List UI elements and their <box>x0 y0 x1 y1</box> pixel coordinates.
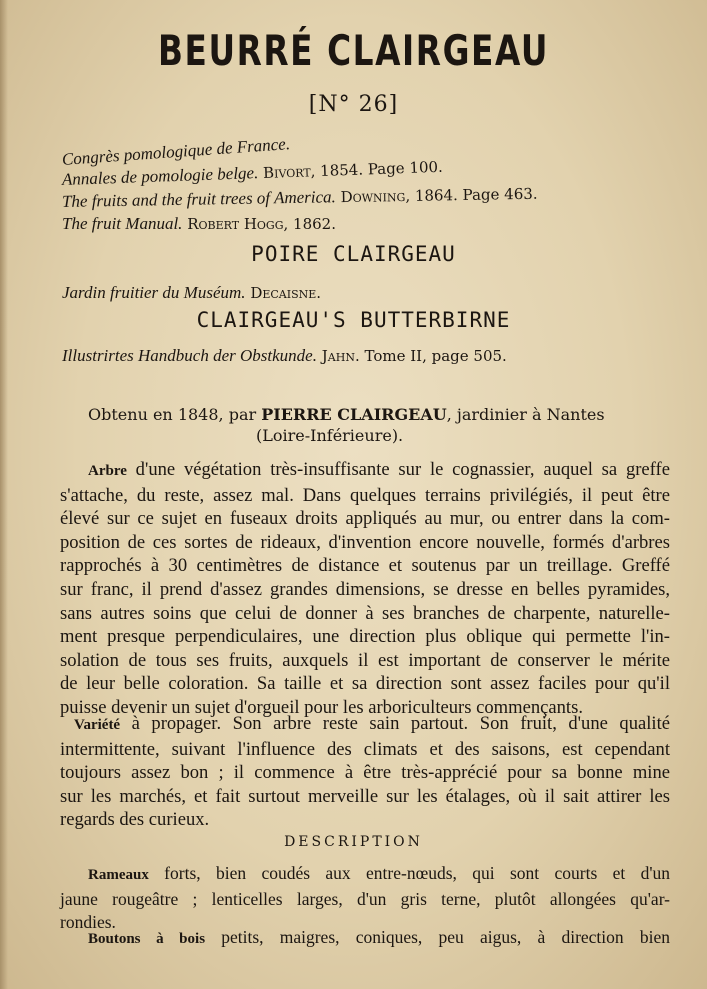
paragraph-line <box>60 458 670 484</box>
paragraph-line: s'attache, du reste, assez mal. Dans quelques terrains privilégiés, il peut être <box>60 484 670 506</box>
paragraph-line: puisse devenir un sujet d'orgueil pour les arboriculteurs commençants. <box>60 696 583 718</box>
paragraph-line: rondies. <box>60 912 116 933</box>
synonym-title: CLAIRGEAU'S BUTTERBIRNE <box>196 308 511 332</box>
reference-author: Bivort <box>262 162 311 182</box>
description-heading: DESCRIPTION <box>284 834 423 850</box>
reference-work: The fruits and the fruit trees of America. <box>61 187 337 211</box>
reference-work: Congrès pomologique de France. <box>61 134 291 169</box>
origin-suffix: , jardinier à Nantes <box>446 405 605 424</box>
paragraph-line: regards des curieux. <box>60 809 210 831</box>
paragraph-line: sans autres soins que celui de donner à ses branches de charpente, naturelle- <box>60 602 670 624</box>
entry-number: [N° 26] <box>308 92 399 117</box>
line-text: d'une végétation très-insuffisante sur le cognassier, auquel sa greffe <box>126 459 670 480</box>
paragraph-line <box>60 862 670 888</box>
reference-author: Jahn. <box>321 347 360 365</box>
reference-details: , 1862. <box>283 215 336 233</box>
origin-line <box>88 405 605 424</box>
reference-work: Jardin fruitier du Muséum. <box>62 283 246 302</box>
paragraph-line: rapprochés à 30 centimètres de distance et soutenus par un treillage. Greffé <box>60 555 670 577</box>
origin-place: (Loire-Inférieure). <box>256 426 404 445</box>
breeder-name: PIERRE CLAIRGEAU <box>261 405 447 424</box>
paragraph-line: sur les marchés, et fait surtout merveille sur les étalages, où il sait attirer les <box>60 785 670 807</box>
reference-line <box>62 214 336 234</box>
paragraph-line <box>60 712 670 738</box>
reference-author: Robert Hogg <box>187 215 284 233</box>
paragraph-line: jaune rougeâtre ; lenticelles larges, d'un gris terne, plutôt allongées qu'ar- <box>60 888 670 909</box>
reference-work: Annales de pomologie belge. <box>61 163 259 189</box>
line-text: petits, maigres, coniques, peu aigus, à direction bien <box>205 927 670 947</box>
paragraph-label: Boutons à bois <box>88 931 206 947</box>
paragraph-line: intermittente, suivant l'influence des climats et des saisons, est cependant <box>60 738 670 760</box>
line-text: à propager. Son arbre reste sain partout. Son fruit, d'une qualité <box>120 713 670 734</box>
tree-paragraph <box>60 458 670 720</box>
line-text: forts, bien coudés aux entre-nœuds, qui sont courts et d'un <box>148 863 670 883</box>
paragraph-line <box>60 926 670 952</box>
paragraph-label: Variété <box>74 717 121 733</box>
paragraph-line: toujours assez bon ; il commence à être très-apprécié pour sa bonne mine <box>60 762 670 784</box>
reference-work: Illustrirtes Handbuch der Obstkunde. <box>62 346 317 365</box>
synonym-reference <box>62 346 507 366</box>
reference-line <box>62 184 538 212</box>
paragraph-line: élevé sur ce sujet en fuseaux droits appliqués au mur, ou entrer dans la com- <box>60 508 670 530</box>
paragraph-line: de leur belle coloration. Sa taille et sa direction sont assez faciles pour qu'il <box>60 673 670 695</box>
origin-prefix: Obtenu en 1848, par <box>88 405 262 424</box>
reference-details: , 1864. Page 463. <box>405 184 538 206</box>
variety-paragraph <box>60 712 670 832</box>
reference-work: The fruit Manual. <box>62 214 183 233</box>
paragraph-line: sur franc, il prend d'assez grandes dimensions, se dresse en belles pyramides, <box>60 578 670 600</box>
reference-author: Decaisne. <box>250 284 322 302</box>
paragraph-line: ment presque perpendiculaires, une direction plus oblique qui permette l'in- <box>60 626 670 648</box>
buds-paragraph <box>60 926 670 952</box>
branches-paragraph <box>60 862 670 935</box>
synonym-title: POIRE CLAIRGEAU <box>251 242 456 266</box>
paragraph-label: Arbre <box>88 463 127 479</box>
synonym-reference <box>62 283 321 303</box>
reference-details: , 1854. Page 100. <box>310 157 444 181</box>
reference-author: Downing <box>340 187 406 207</box>
page-title: BEURRÉ CLAIRGEAU <box>157 26 550 75</box>
paragraph-label: Rameaux <box>88 867 149 883</box>
paragraph-line: solation de tous ses fruits, auxquels il est important de conserver le mérite <box>60 649 670 671</box>
reference-details: Tome II, page 505. <box>359 347 507 365</box>
paragraph-line: position de ces sortes de rideaux, d'invention encore nouvelle, formés d'arbres <box>60 531 670 553</box>
